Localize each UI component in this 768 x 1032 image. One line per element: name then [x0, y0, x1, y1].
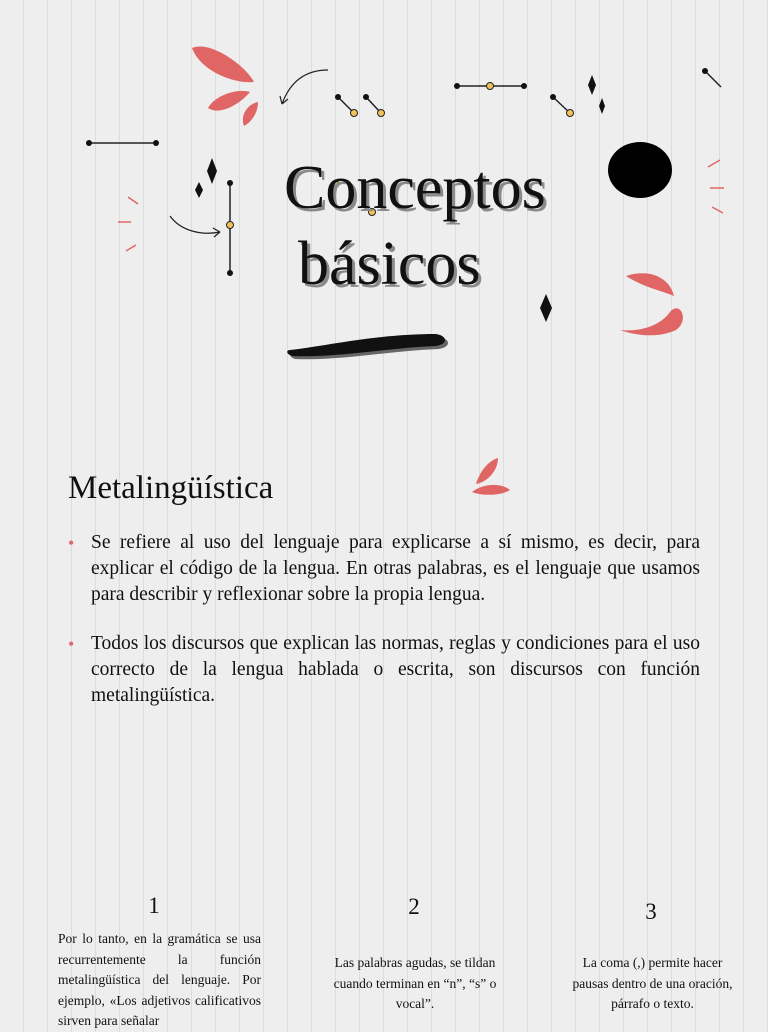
- sparkle-icon: [195, 182, 203, 198]
- bullet-text: Se refiere al uso del lenguaje para explicarse a sí mismo, es decir, para explicar el código de la lengua. En otras palabras, es el lenguaje que usamos para describir y reflexionar sobre la propia lengua.: [91, 532, 700, 605]
- black-blob: [608, 142, 672, 198]
- sparkle-icon: [599, 98, 605, 114]
- curved-arrow: [170, 216, 220, 233]
- sparkle-icon: [207, 158, 217, 184]
- red-crescent: [620, 308, 683, 335]
- title-line-1: Conceptos: [284, 154, 546, 222]
- bullet-dot-icon: •: [68, 634, 75, 654]
- curved-arrow: [282, 70, 328, 104]
- card-text: Las palabras agudas, se tildan cuando terminan en “n”, “s” o vocal”.: [333, 955, 497, 1011]
- page-title: [284, 150, 546, 302]
- card-number: 3: [645, 899, 657, 924]
- red-crescent: [626, 273, 674, 296]
- title-line-2: básicos: [298, 230, 481, 298]
- sparkle-icon: [588, 75, 596, 95]
- section-heading: Metalingüística: [68, 470, 274, 506]
- title-underline-stroke: [286, 328, 450, 362]
- bullet-text: Todos los discursos que explican las normas, reglas y condiciones para el uso correcto de la lengua hablada o escrita, son discursos con función metalingüística.: [91, 633, 700, 706]
- card-text: La coma (,) permite hacer pausas dentro de una oración, párrafo o texto.: [572, 955, 733, 1011]
- bullet-list: [68, 530, 700, 732]
- card-text: Por lo tanto, en la gramática se usa recurrentemente la función metalingüística del lenguaje. Por ejemplo, «Los adjetivos calificativos sirven para señalar: [58, 931, 261, 1028]
- petal-shape: [476, 458, 498, 484]
- petal-shape: [192, 46, 254, 82]
- petal-shape: [472, 485, 510, 495]
- bullet-dot-icon: •: [68, 533, 75, 553]
- petal-shape: [208, 91, 250, 111]
- bullet-item: [68, 631, 700, 709]
- card-number: 2: [408, 894, 420, 919]
- petal-shape: [243, 102, 258, 126]
- card-number: 1: [148, 893, 160, 918]
- bullet-item: [68, 530, 700, 608]
